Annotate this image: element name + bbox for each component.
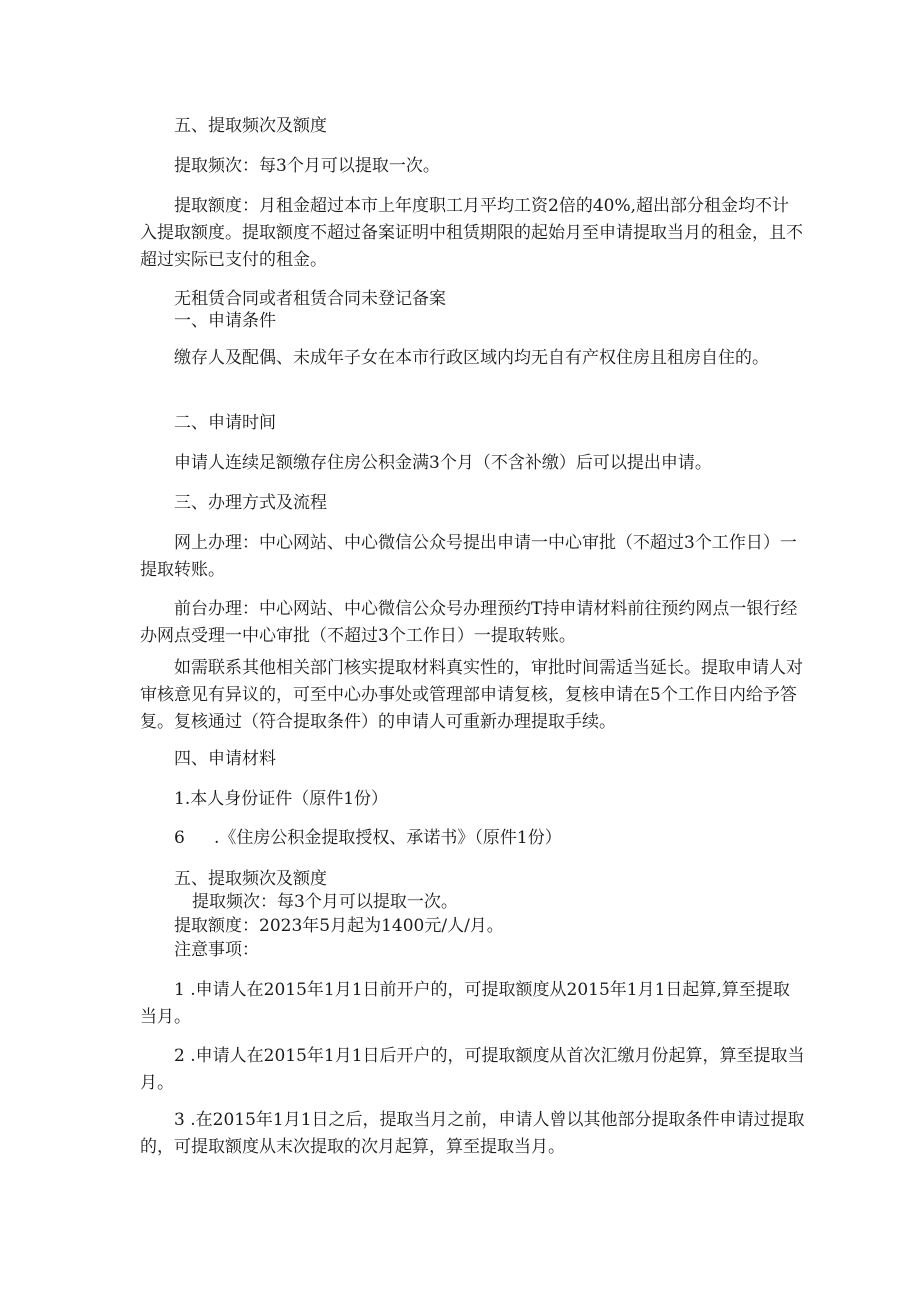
paragraph-time: 申请人连续足额缴存住房公积金满3个月（不含补缴）后可以提出申请。 [174, 453, 712, 473]
heading-notes: 注意事项： [174, 940, 259, 960]
paragraph-online: 网上办理：中心网站、中心微信公众号提出申请一中心审批（不超过3个工作日）一提取转账。 [140, 533, 797, 580]
paragraph-review: 如需联系其他相关部门核实提取材料真实性的，审批时间需适当延长。提取申请人对审核意见有异议的，可至中心办事处或管理部申请复核，复核申请在5个工作日内给予答复。复核通过（符合提取条件）的申请人可重新办理提取手续。 [140, 658, 803, 732]
paragraph-frequency: 提取频次：每3个月可以提取一次。 [174, 156, 440, 176]
section-heading-process: 三、办理方式及流程 [174, 493, 327, 513]
section-heading-materials: 四、申请材料 [174, 749, 276, 769]
section-heading-frequency: 五、提取频次及额度 [174, 116, 327, 136]
paragraph-counter: 前台办理：中心网站、中心微信公众号办理预约T持申请材料前往预约网点一银行经办网点受理一中心审批（不超过3个工作日）一提取转账。 [140, 599, 798, 646]
paragraph-conditions: 缴存人及配偶、未成年子女在本市行政区域内均无自有产权住房且租房自住的。 [174, 348, 769, 368]
list-item-text: .《住房公积金提取授权、承诺书》（原件1份） [214, 828, 562, 848]
note-item-1: 1 .申请人在2015年1月1日前开户的，可提取额度从2015年1月1日起算,算至提取当月。 [140, 980, 790, 1027]
section-heading-time: 二、申请时间 [174, 413, 276, 433]
paragraph-amount-2: 提取额度：2023年5月起为1400元/人/月。 [174, 916, 504, 936]
paragraph-amount: 提取额度：月租金超过本市上年度职工月平均工资2倍的40%,超出部分租金均不计入提取额度。提取额度不超过备案证明中租赁期限的起始月至申请提取当月的租金，且不超过实际已支付的租金。 [140, 196, 803, 270]
list-number: 6 [174, 828, 185, 848]
subsection-title-no-contract: 无租赁合同或者租赁合同未登记备案 [174, 289, 446, 309]
note-item-2: 2 .申请人在2015年1月1日后开户的，可提取额度从首次汇缴月份起算，算至提取当月。 [140, 1046, 805, 1093]
section-heading-conditions: 一、申请条件 [174, 311, 276, 331]
list-item-authorization [174, 825, 562, 852]
list-item-id: 1.本人身份证件（原件1份） [174, 789, 389, 809]
paragraph-frequency-2: 提取频次：每3个月可以提取一次。 [192, 892, 458, 912]
section-heading-frequency-2: 五、提取频次及额度 [174, 869, 327, 889]
note-item-3: 3 .在2015年1月1日之后，提取当月之前，申请人曾以其他部分提取条件申请过提取的，可提取额度从末次提取的次月起算，算至提取当月。 [140, 1110, 805, 1157]
